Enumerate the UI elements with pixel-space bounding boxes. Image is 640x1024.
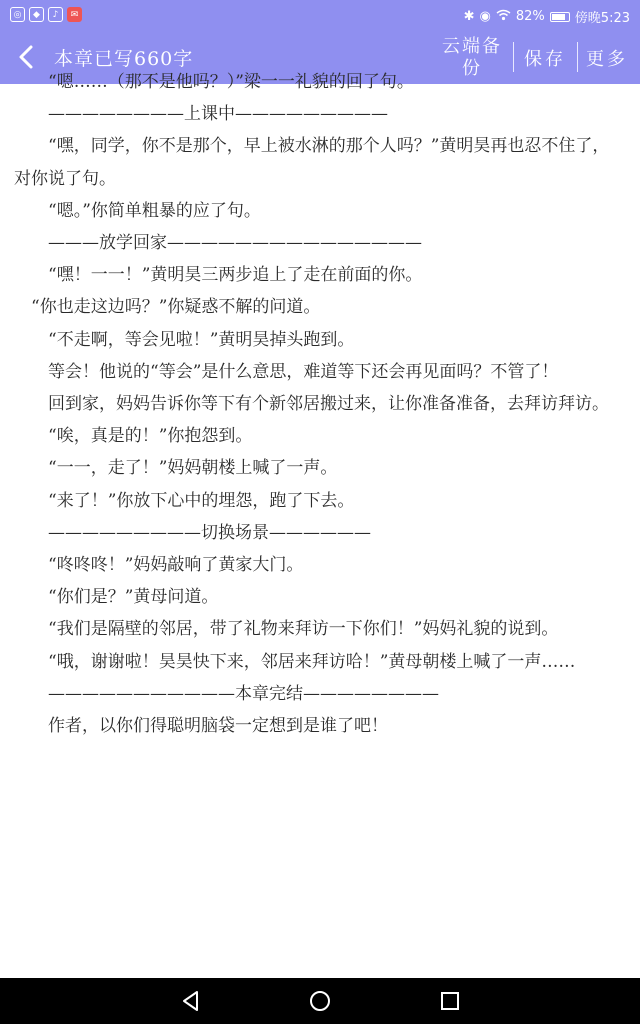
paragraph: 等会！他说的“等会”是什么意思，难道等下还会再见面吗？不管了！ [48,361,559,382]
scene-divider: —————————切换场景—————— [48,522,371,543]
battery-percent: 82% [515,9,545,24]
paragraph: 作者，以你们得聪明脑袋一定想到是谁了吧！ [48,716,388,737]
scene-divider: ———————————本章完结———————— [48,683,439,704]
paragraph: “嗯……（那不是他吗？）”梁一一礼貌的回了句。 [48,72,414,92]
cloud-backup-button[interactable]: 云端备份 [442,36,502,79]
save-button[interactable]: 保存 [524,49,566,70]
paragraph: “唉，真是的！”你抱怨到。 [48,426,253,447]
system-indicators [464,7,630,26]
paragraph: “嗯。”你简单粗暴的应了句。 [48,200,261,221]
paragraph: “不走啊，等会见啦！”黄明昊掉头跑到。 [48,329,355,350]
scene-divider: ————————上课中————————— [48,104,388,125]
scene-divider: ———放学回家——————————————— [48,233,422,254]
paragraph: “来了！”你放下心中的埋怨，跑了下去。 [48,490,355,511]
home-circle-icon[interactable] [309,990,331,1012]
paragraph: “咚咚咚！”妈妈敲响了黄家大门。 [48,555,304,576]
battery-fill [552,14,565,20]
paragraph: 回到家，妈妈告诉你等下有个新邻居搬过来，让你准备准备，去拜访拜访。 [48,394,609,415]
navigation-bar [0,978,640,1024]
app-icon-blue: ◎ [10,7,25,22]
bluetooth-icon: ✱ [463,9,475,24]
battery-icon [550,12,570,22]
word-count-title: 本章已写660字 [54,48,194,70]
app-icon-shield: ◆ [29,7,44,22]
paragraph: “嘿，同学，你不是那个，早上被水淋的那个人吗？”黄明昊再也忍不住了，对你说了句。 [14,136,610,189]
more-button[interactable]: 更多 [586,49,628,70]
paragraph: “你也走这边吗？”你疑惑不解的问道。 [31,297,321,318]
wifi-icon [496,9,511,25]
paragraph: “哦，谢谢啦！昊昊快下来，邻居来拜访哈！”黄母朝楼上喊了一声…… [48,651,576,672]
paragraph: “一一，走了！”妈妈朝楼上喊了一声。 [48,458,338,479]
paragraph: “你们是？”黄母问道。 [48,587,219,608]
notification-icons [10,7,82,22]
eye-icon: ◉ [479,9,491,24]
status-bar [0,0,640,30]
chapter-text-editor[interactable] [14,72,626,978]
paragraph: “我们是隔壁的邻居，带了礼物来拜访一下你们！”妈妈礼貌的说到。 [48,619,559,640]
clock: 傍晚5:23 [574,11,630,26]
tiktok-icon: ♪ [48,7,63,22]
paragraph: “嘿！一一！”黄明昊三两步追上了走在前面的你。 [48,265,423,286]
back-triangle-icon[interactable] [180,990,202,1012]
recents-square-icon[interactable] [439,990,461,1012]
mail-icon: ✉ [67,7,82,22]
